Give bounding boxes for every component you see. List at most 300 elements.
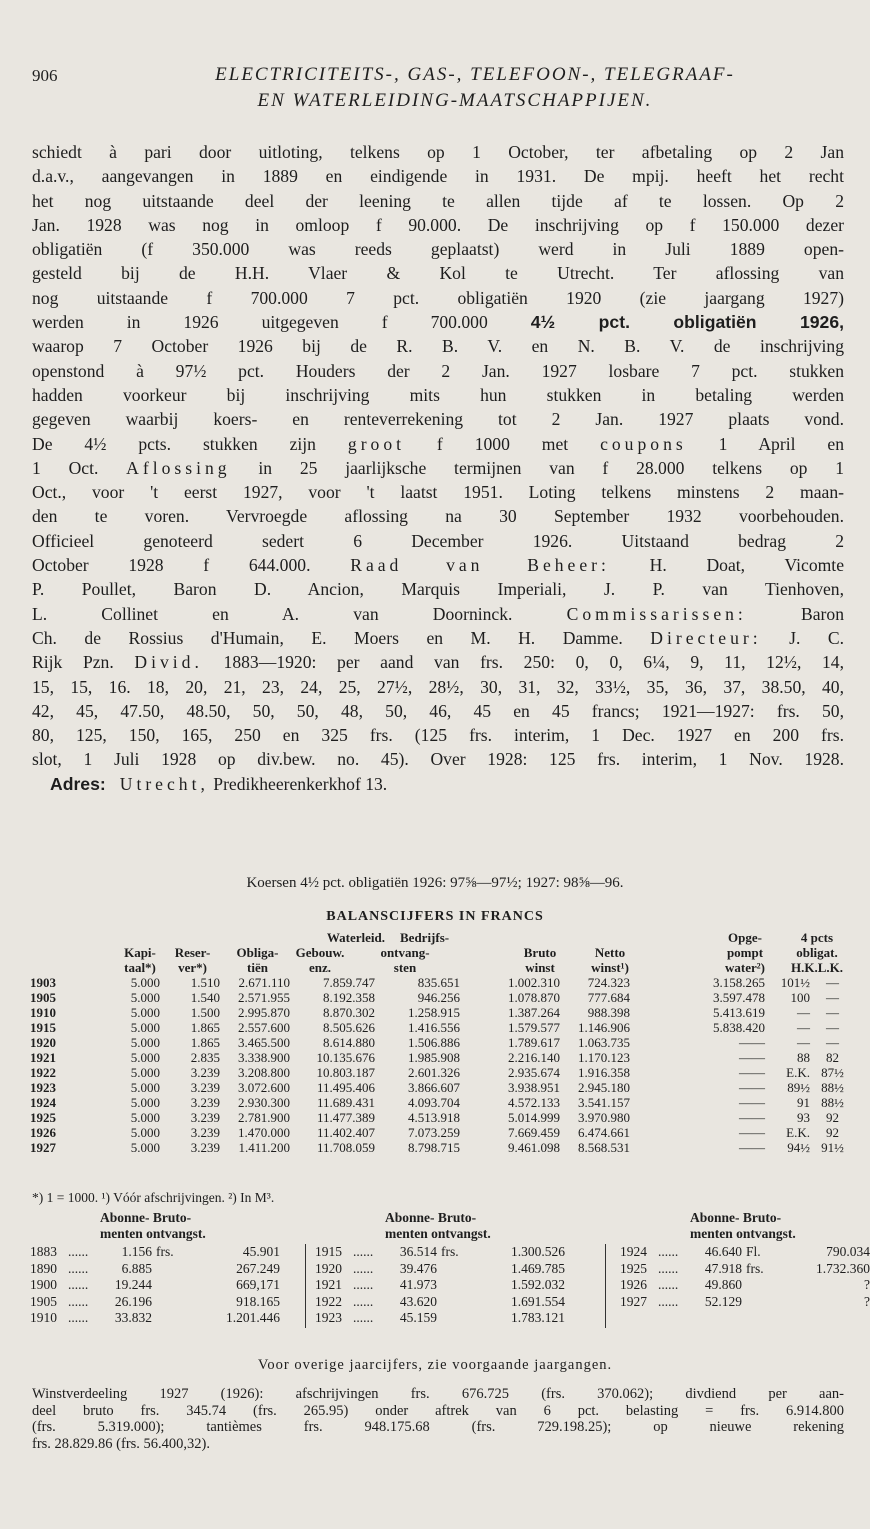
balans-cell: 2.835 bbox=[190, 1050, 220, 1065]
abon-header: menten ontvangst. bbox=[100, 1226, 206, 1241]
balans-cell: — bbox=[826, 1020, 839, 1035]
balans-cell: 101½ bbox=[780, 975, 810, 990]
abon-count: 47.918 bbox=[704, 1260, 742, 1276]
abon-year: 1920 bbox=[315, 1260, 342, 1276]
balans-row bbox=[30, 1080, 850, 1095]
body-line: den te voren. Vervroegde aflossing na 30 September 1932 voorbehouden. bbox=[32, 506, 844, 527]
abon-amount: 45.901 bbox=[242, 1244, 280, 1259]
balans-cell: — bbox=[826, 1035, 839, 1050]
balans-cell: — bbox=[797, 1020, 810, 1035]
abon-count: 1.156 bbox=[121, 1244, 152, 1259]
balans-header-row bbox=[30, 930, 850, 945]
balans-header: taal*) bbox=[124, 960, 156, 975]
balans-cell: — bbox=[826, 1005, 839, 1020]
balans-row bbox=[30, 1005, 850, 1020]
abon-amount: 790.034 bbox=[826, 1244, 870, 1259]
balans-year: 1922 bbox=[30, 1065, 56, 1080]
balans-cell: E.K. bbox=[786, 1125, 810, 1140]
abon-count: 6.885 bbox=[121, 1260, 152, 1276]
adres-city: Utrecht, bbox=[119, 773, 209, 794]
abon-dots: ...... bbox=[658, 1260, 679, 1276]
body-line: nog uitstaande f 700.000 7 pct. obligatiën 1920 (zie jaargang 1927) bbox=[32, 287, 844, 308]
abon-count: 46.640 bbox=[704, 1244, 742, 1259]
balans-row bbox=[30, 1035, 850, 1050]
body-line bbox=[32, 602, 844, 626]
adres-street: Predikheerenkerkhof 13. bbox=[208, 773, 388, 794]
balans-year: 1910 bbox=[30, 1005, 56, 1020]
abon-dots: ...... bbox=[658, 1277, 679, 1292]
balans-title: BALANSCIJFERS IN FRANCS bbox=[326, 909, 544, 924]
body-line bbox=[32, 650, 844, 674]
abon-count: 36.514 bbox=[399, 1244, 437, 1259]
winst-line: frs. 28.829.86 (frs. 56.400,32). bbox=[32, 1435, 211, 1452]
balans-cell: 91½ bbox=[821, 1140, 844, 1155]
body-line-text: October 1928 f 644.000. bbox=[32, 555, 351, 576]
balans-year: 1926 bbox=[30, 1125, 56, 1140]
balans-cell: 1.500 bbox=[190, 1005, 220, 1020]
balans-row bbox=[30, 1125, 850, 1140]
balans-cell: — bbox=[797, 1035, 810, 1050]
balans-header: enz. bbox=[308, 960, 332, 975]
balans-cell: 5.000 bbox=[130, 1050, 160, 1065]
body-text bbox=[32, 140, 844, 796]
body-line-text: L. Collinet en A. van Doorninck. bbox=[32, 603, 567, 624]
balans-cell: 9.461.098 bbox=[508, 1140, 560, 1155]
body-line-text: in 25 jaarlijksche termijnen van f 28.000 telkens op 1 bbox=[230, 457, 844, 478]
balans-header: Waterleid. bbox=[326, 930, 385, 945]
balans-cell: 3.597.478 bbox=[713, 990, 765, 1005]
abon-amount: ? bbox=[864, 1277, 870, 1292]
abon-year: 1883 bbox=[30, 1244, 57, 1259]
balans-cell: 1.170.123 bbox=[578, 1050, 630, 1065]
body-line: Jan. 1928 was nog in omloop f 90.000. De inschrijving op f 150.000 dezer bbox=[32, 214, 844, 235]
body-line-text: Ch. de Rossius d'Humain, E. Moers en M. H. Damme. bbox=[32, 627, 651, 648]
balans-cell: 3.465.500 bbox=[238, 1035, 290, 1050]
abon-unit: frs. bbox=[746, 1260, 764, 1276]
balans-cell: 946.256 bbox=[417, 990, 460, 1005]
balans-cell: 1.985.908 bbox=[408, 1050, 460, 1065]
balans-cell: 2.995.870 bbox=[238, 1005, 290, 1020]
balans-cell: 988.398 bbox=[587, 1005, 630, 1020]
abon-year: 1905 bbox=[30, 1293, 57, 1309]
balans-cell: 1.411.200 bbox=[238, 1140, 290, 1155]
balans-header: winst bbox=[525, 960, 555, 975]
balans-header: Bedrijfs- bbox=[400, 930, 450, 945]
balans-cell: 7.859.747 bbox=[323, 975, 375, 990]
abon-dots: ...... bbox=[658, 1244, 679, 1259]
balans-cell: —— bbox=[739, 1035, 765, 1050]
balans-cell: 3.239 bbox=[190, 1065, 220, 1080]
balans-cell: 724.323 bbox=[587, 975, 630, 990]
balans-table bbox=[30, 930, 850, 1155]
balans-cell: 2.557.600 bbox=[238, 1020, 290, 1035]
abon-year: 1922 bbox=[315, 1293, 342, 1309]
balans-cell: 4.513.918 bbox=[408, 1110, 460, 1125]
body-line: slot, 1 Juli 1928 op div.bew. no. 45). Over 1928: 125 frs. interim, 1 Nov. 1928. bbox=[32, 749, 844, 770]
body-line-text: J. C. bbox=[761, 627, 844, 648]
balans-cell: 3.239 bbox=[190, 1140, 220, 1155]
abon-unit: frs. bbox=[156, 1244, 174, 1259]
abon-amount: 1.469.785 bbox=[511, 1260, 565, 1276]
balans-cell: —— bbox=[739, 1065, 765, 1080]
balans-cell: 5.000 bbox=[130, 1065, 160, 1080]
balans-cell: 1.387.264 bbox=[508, 1005, 560, 1020]
balans-cell: — bbox=[826, 990, 839, 1005]
abon-header: Abonne- Bruto- bbox=[385, 1210, 477, 1225]
balans-cell: 82 bbox=[826, 1050, 839, 1065]
balans-cell: 7.073.259 bbox=[408, 1125, 460, 1140]
abon-year: 1910 bbox=[30, 1310, 57, 1325]
balans-cell: 2.945.180 bbox=[578, 1080, 630, 1095]
balans-cell: 1.258.915 bbox=[408, 1005, 460, 1020]
balans-cell: 2.935.674 bbox=[508, 1065, 560, 1080]
commissarissen-spaced: Commissarissen: bbox=[566, 603, 747, 624]
divid-spaced: Divid. bbox=[134, 652, 203, 673]
aflossing-spaced: Aflossing bbox=[126, 457, 231, 478]
abon-amount: 1.201.446 bbox=[226, 1310, 280, 1325]
obligatien-heading: 4½ pct. obligatiën 1926, bbox=[530, 312, 844, 333]
balans-row bbox=[30, 1140, 850, 1155]
balans-cell: 2.601.326 bbox=[408, 1065, 460, 1080]
abon-dots: ...... bbox=[68, 1293, 89, 1309]
balans-cell: 89½ bbox=[787, 1080, 810, 1095]
balans-cell: — bbox=[797, 1005, 810, 1020]
balans-cell: 88½ bbox=[821, 1095, 844, 1110]
balans-cell: 3.239 bbox=[190, 1095, 220, 1110]
balans-cell: 1.416.556 bbox=[408, 1020, 460, 1035]
column-divider bbox=[605, 1244, 606, 1328]
abon-count: 39.476 bbox=[399, 1260, 437, 1276]
body-line: 80, 125, 150, 165, 250 en 325 frs. (125 frs. interim, 1 Dec. 1927 en 200 frs. bbox=[32, 725, 844, 746]
balans-cell: 5.000 bbox=[130, 1095, 160, 1110]
balans-cell: 3.072.600 bbox=[238, 1080, 290, 1095]
balans-cell: 1.146.906 bbox=[578, 1020, 630, 1035]
abon-amount: 918.165 bbox=[236, 1293, 280, 1309]
abonnementen-table bbox=[30, 1210, 870, 1350]
balans-header: water²) bbox=[725, 960, 765, 975]
abon-year: 1921 bbox=[315, 1277, 342, 1292]
body-line: het nog uitstaande deel der leening te allen tijde af te lossen. Op 2 bbox=[32, 190, 844, 211]
balans-cell: 3.866.607 bbox=[408, 1080, 460, 1095]
winst-line: Winstverdeeling 1927 (1926): afschrijvingen frs. 676.725 (frs. 370.062); divdiend per aan- bbox=[32, 1386, 844, 1402]
balans-year: 1923 bbox=[30, 1080, 56, 1095]
balans-cell: 3.970.980 bbox=[578, 1110, 630, 1125]
voor-overige: Voor overige jaarcijfers, zie voorgaande jaargangen. bbox=[257, 1357, 613, 1373]
abon-year: 1926 bbox=[620, 1277, 647, 1292]
balans-cell: —— bbox=[739, 1140, 765, 1155]
body-line: gesteld bij de H.H. Vlaer & Kol te Utrecht. Ter aflossing van bbox=[32, 263, 844, 284]
balans-cell: 8.568.531 bbox=[578, 1140, 630, 1155]
abon-dots: ...... bbox=[68, 1277, 89, 1292]
abon-amount: 669,171 bbox=[236, 1277, 280, 1292]
balans-footnote: *) 1 = 1000. ¹) Vóór afschrijvingen. ²) In M³. bbox=[32, 1190, 275, 1205]
body-line bbox=[32, 310, 844, 334]
abon-count: 49.860 bbox=[704, 1277, 742, 1292]
abon-amount: 1.300.526 bbox=[511, 1244, 565, 1259]
running-header-line2: EN WATERLEIDING-MAATSCHAPPIJEN. bbox=[257, 90, 653, 111]
balans-row bbox=[30, 1020, 850, 1035]
body-line-text: f 1000 met bbox=[405, 433, 601, 454]
body-line: hadden voorkeur bij inschrijving mits hun stukken in betaling werden bbox=[32, 384, 844, 405]
abon-year: 1923 bbox=[315, 1310, 342, 1325]
balans-cell: 1.579.577 bbox=[508, 1020, 560, 1035]
abon-unit: Fl. bbox=[746, 1244, 761, 1259]
balans-cell: 2.571.955 bbox=[238, 990, 290, 1005]
adres-label: Adres: bbox=[50, 773, 106, 794]
body-line-text: werden in 1926 uitgegeven f 700.000 bbox=[32, 312, 531, 333]
winstverdeeling bbox=[32, 1386, 844, 1452]
body-line: P. Poullet, Baron D. Ancion, Marquis Imperiali, J. P. van Tienhoven, bbox=[32, 579, 844, 600]
balans-row bbox=[30, 1065, 850, 1080]
balans-cell: 10.803.187 bbox=[316, 1065, 375, 1080]
balans-cell: 1.789.617 bbox=[508, 1035, 560, 1050]
balans-cell: 5.000 bbox=[130, 1125, 160, 1140]
balans-cell: 5.838.420 bbox=[713, 1020, 765, 1035]
balans-cell: 93 bbox=[797, 1110, 810, 1125]
balans-cell: 4.093.704 bbox=[408, 1095, 460, 1110]
balans-header: tiën bbox=[247, 960, 268, 975]
balans-cell: 777.684 bbox=[587, 990, 630, 1005]
balans-cell: 92 bbox=[826, 1125, 839, 1140]
balans-year: 1915 bbox=[30, 1020, 56, 1035]
abon-header: Abonne- Bruto- bbox=[100, 1210, 192, 1225]
balans-cell: 1.002.310 bbox=[508, 975, 560, 990]
balans-cell: 3.938.951 bbox=[508, 1080, 560, 1095]
abon-dots: ...... bbox=[353, 1310, 374, 1325]
abon-amount: 1.592.032 bbox=[511, 1277, 565, 1292]
balans-cell: 8.798.715 bbox=[408, 1140, 460, 1155]
balans-cell: 3.158.265 bbox=[713, 975, 765, 990]
balans-cell: 4.572.133 bbox=[508, 1095, 560, 1110]
balans-cell: 1.540 bbox=[190, 990, 220, 1005]
body-line bbox=[32, 553, 844, 577]
body-line-text: 1883—1920: per aand van frs. 250: 0, 0, 6¼, 9, 11, 12½, 14, bbox=[202, 652, 844, 673]
koersen-line: Koersen 4½ pct. obligatiën 1926: 97⅝—97½; 1927: 98⅝—96. bbox=[246, 875, 624, 891]
abon-amount: ? bbox=[864, 1293, 870, 1309]
balans-cell: 8.870.302 bbox=[323, 1005, 375, 1020]
balans-header: 4 pcts bbox=[800, 930, 834, 945]
balans-cell: —— bbox=[739, 1050, 765, 1065]
balans-cell: 5.000 bbox=[130, 1140, 160, 1155]
balans-year: 1905 bbox=[30, 990, 56, 1005]
balans-cell: 2.671.110 bbox=[238, 975, 290, 990]
balans-cell: —— bbox=[739, 1080, 765, 1095]
body-line: gegeven waarbij koers- en renteverrekening tot 2 Jan. 1927 plaats vond. bbox=[32, 409, 844, 430]
balans-header: Bruto bbox=[523, 945, 557, 960]
balans-year: 1924 bbox=[30, 1095, 56, 1110]
balans-year: 1921 bbox=[30, 1050, 56, 1065]
balans-cell: 5.000 bbox=[130, 1035, 160, 1050]
abon-header: menten ontvangst. bbox=[690, 1226, 796, 1241]
abon-count: 45.159 bbox=[399, 1310, 437, 1325]
balans-header-row bbox=[30, 945, 850, 960]
balans-cell: 3.239 bbox=[190, 1110, 220, 1125]
balans-cell: 1.865 bbox=[190, 1035, 220, 1050]
balans-cell: 3.208.800 bbox=[238, 1065, 290, 1080]
balans-cell: 5.000 bbox=[130, 1020, 160, 1035]
balans-cell: 88 bbox=[797, 1050, 810, 1065]
balans-cell: 5.413.619 bbox=[713, 1005, 765, 1020]
body-line bbox=[32, 626, 844, 650]
balans-cell: 1.470.000 bbox=[238, 1125, 290, 1140]
body-line-text: 1 Oct. bbox=[32, 457, 127, 478]
balans-cell: 5.000 bbox=[130, 975, 160, 990]
abon-dots: ...... bbox=[68, 1260, 89, 1276]
running-header-line1: ELECTRICITEITS-, GAS-, TELEFOON-, TELEGRAAF- bbox=[215, 64, 735, 85]
balans-cell: 91 bbox=[797, 1095, 810, 1110]
balans-cell: 3.541.157 bbox=[578, 1095, 630, 1110]
balans-cell: 5.000 bbox=[130, 990, 160, 1005]
balans-cell: 10.135.676 bbox=[316, 1050, 375, 1065]
body-line bbox=[32, 432, 844, 456]
abon-dots: ...... bbox=[353, 1293, 374, 1309]
body-line: d.a.v., aangevangen in 1889 en eindigende in 1931. De mpij. heeft het recht bbox=[32, 166, 844, 187]
abon-unit: frs. bbox=[441, 1244, 459, 1259]
balans-cell: 3.239 bbox=[190, 1080, 220, 1095]
balans-cell: 94½ bbox=[787, 1140, 810, 1155]
balans-row bbox=[30, 990, 850, 1005]
balans-cell: 11.708.059 bbox=[316, 1140, 375, 1155]
abon-count: 33.832 bbox=[114, 1310, 152, 1325]
abon-dots: ...... bbox=[68, 1310, 89, 1325]
body-line bbox=[32, 456, 844, 480]
balans-cell: 11.477.389 bbox=[316, 1110, 375, 1125]
balans-year: 1903 bbox=[30, 975, 56, 990]
abon-amount: 1.732.360 bbox=[816, 1260, 870, 1276]
winst-line: deel bruto frs. 345.74 (frs. 265.95) onder aftrek van 6 pct. belasting = frs. 6.914.800 bbox=[32, 1402, 844, 1419]
abon-amount: 1.691.554 bbox=[511, 1293, 565, 1309]
balans-cell: 1.865 bbox=[190, 1020, 220, 1035]
abon-year: 1890 bbox=[30, 1260, 57, 1276]
balans-year: 1925 bbox=[30, 1110, 56, 1125]
body-line: openstond à 97½ pct. Houders der 2 Jan. 1927 losbare 7 pct. stukken bbox=[32, 360, 844, 381]
abon-amount: 267.249 bbox=[236, 1260, 280, 1276]
balans-cell: 11.402.407 bbox=[316, 1125, 375, 1140]
body-line: Oct., voor 't eerst 1927, voor 't laatst 1951. Loting telkens minstens 2 maan- bbox=[32, 482, 844, 503]
body-line-text: Rijk Pzn. bbox=[32, 652, 135, 673]
balans-cell: 5.000 bbox=[130, 1110, 160, 1125]
balans-cell: 2.781.900 bbox=[238, 1110, 290, 1125]
balans-row bbox=[30, 1110, 850, 1125]
balans-cell: 5.014.999 bbox=[508, 1110, 560, 1125]
balans-cell: 11.689.431 bbox=[316, 1095, 375, 1110]
body-line-text: H. Doat, Vicomte bbox=[609, 555, 844, 576]
balans-cell: 3.338.900 bbox=[238, 1050, 290, 1065]
body-line-text: 1 April en bbox=[686, 433, 844, 454]
body-line: waarop 7 October 1926 bij de R. B. V. en N. B. V. de inschrijving bbox=[32, 336, 844, 357]
balans-header: H.K.L.K. bbox=[790, 960, 843, 975]
winst-line: (frs. 5.319.000); tantièmes frs. 948.175.68 (frs. 729.198.25); op nieuwe rekening bbox=[32, 1419, 844, 1435]
body-line: 15, 15, 16. 18, 20, 21, 23, 24, 25, 27½, 28½, 30, 31, 32, 33½, 35, 36, 37, 38.50, 40, bbox=[32, 676, 844, 697]
balans-header: Gebouw. bbox=[295, 945, 345, 960]
balans-header: Reser- bbox=[174, 945, 211, 960]
balans-cell: 1.506.886 bbox=[408, 1035, 460, 1050]
balans-cell: 2.930.300 bbox=[238, 1095, 290, 1110]
abon-year: 1925 bbox=[620, 1260, 647, 1276]
body-line: obligatiën (f 350.000 was reeds geplaatst) werd in Juli 1889 open- bbox=[32, 239, 844, 260]
balans-cell: 5.000 bbox=[130, 1080, 160, 1095]
abon-count: 41.973 bbox=[399, 1277, 437, 1292]
balans-cell: 92 bbox=[826, 1110, 839, 1125]
balans-cell: 835.651 bbox=[417, 975, 460, 990]
balans-row bbox=[30, 1050, 850, 1065]
balans-cell: —— bbox=[739, 1110, 765, 1125]
abon-header: menten ontvangst. bbox=[385, 1226, 491, 1241]
abon-dots: ...... bbox=[353, 1277, 374, 1292]
abon-year: 1924 bbox=[620, 1244, 647, 1259]
abon-year: 1927 bbox=[620, 1293, 647, 1309]
abon-amount: 1.783.121 bbox=[511, 1310, 565, 1325]
abon-header: Abonne- Bruto- bbox=[690, 1210, 782, 1225]
page-number: 906 bbox=[32, 66, 58, 85]
abon-dots: ...... bbox=[658, 1293, 679, 1309]
balans-row bbox=[30, 1095, 850, 1110]
balans-cell: —— bbox=[739, 1125, 765, 1140]
balans-cell: 7.669.459 bbox=[508, 1125, 560, 1140]
body-line-text: De 4½ pcts. stukken zijn bbox=[32, 433, 348, 454]
coupons-spaced: coupons bbox=[600, 433, 687, 454]
balans-cell: 2.216.140 bbox=[508, 1050, 560, 1065]
balans-header: pompt bbox=[726, 945, 764, 960]
abon-count: 26.196 bbox=[114, 1293, 152, 1309]
address-line bbox=[32, 772, 844, 796]
balans-year: 1927 bbox=[30, 1140, 56, 1155]
balans-header: ver*) bbox=[178, 960, 207, 975]
balans-cell: 8.505.626 bbox=[323, 1020, 375, 1035]
abon-dots: ...... bbox=[353, 1260, 374, 1276]
balans-row bbox=[30, 975, 850, 990]
balans-cell: 8.614.880 bbox=[323, 1035, 375, 1050]
balans-cell: 100 bbox=[790, 990, 810, 1005]
abon-dots: ...... bbox=[353, 1244, 374, 1259]
balans-cell: 5.000 bbox=[130, 1005, 160, 1020]
balans-cell: —— bbox=[739, 1095, 765, 1110]
balans-cell: 8.192.358 bbox=[323, 990, 375, 1005]
balans-cell: E.K. bbox=[786, 1065, 810, 1080]
balans-cell: 3.239 bbox=[190, 1125, 220, 1140]
balans-cell: 1.078.870 bbox=[508, 990, 560, 1005]
balans-cell: 11.495.406 bbox=[316, 1080, 375, 1095]
groot-spaced: groot bbox=[347, 433, 406, 454]
abon-year: 1915 bbox=[315, 1244, 342, 1259]
abon-count: 52.129 bbox=[704, 1293, 742, 1309]
body-line-text: Baron bbox=[746, 603, 844, 624]
body-line: schiedt à pari door uitloting, telkens op 1 October, ter afbetaling op 2 Jan bbox=[32, 142, 844, 162]
body-line: 42, 45, 47.50, 48.50, 50, 50, 48, 50, 46, 45 en 45 francs; 1921—1927: frs. 50, bbox=[32, 700, 844, 721]
abon-count: 43.620 bbox=[399, 1293, 437, 1309]
balans-header: obligat. bbox=[796, 945, 838, 960]
body-line: Officieel genoteerd sedert 6 December 1926. Uitstaand bedrag 2 bbox=[32, 530, 844, 551]
column-divider bbox=[305, 1244, 306, 1328]
abon-dots: ...... bbox=[68, 1244, 89, 1259]
balans-cell: 1.510 bbox=[190, 975, 220, 990]
balans-cell: — bbox=[826, 975, 839, 990]
balans-header: Netto bbox=[594, 945, 626, 960]
directeur-spaced: Directeur: bbox=[650, 627, 762, 648]
balans-header: Opge- bbox=[728, 930, 762, 945]
balans-year: 1920 bbox=[30, 1035, 56, 1050]
balans-header-row bbox=[30, 960, 850, 975]
balans-cell: 1.916.358 bbox=[578, 1065, 630, 1080]
raad-spaced: Raad van Beheer: bbox=[350, 555, 610, 576]
balans-cell: 87½ bbox=[821, 1065, 844, 1080]
balans-header: ontvang- bbox=[380, 945, 430, 960]
balans-header: Obliga- bbox=[236, 945, 279, 960]
balans-cell: 88½ bbox=[821, 1080, 844, 1095]
balans-cell: 6.474.661 bbox=[578, 1125, 630, 1140]
balans-header: Kapi- bbox=[124, 945, 156, 960]
balans-header: sten bbox=[393, 960, 417, 975]
